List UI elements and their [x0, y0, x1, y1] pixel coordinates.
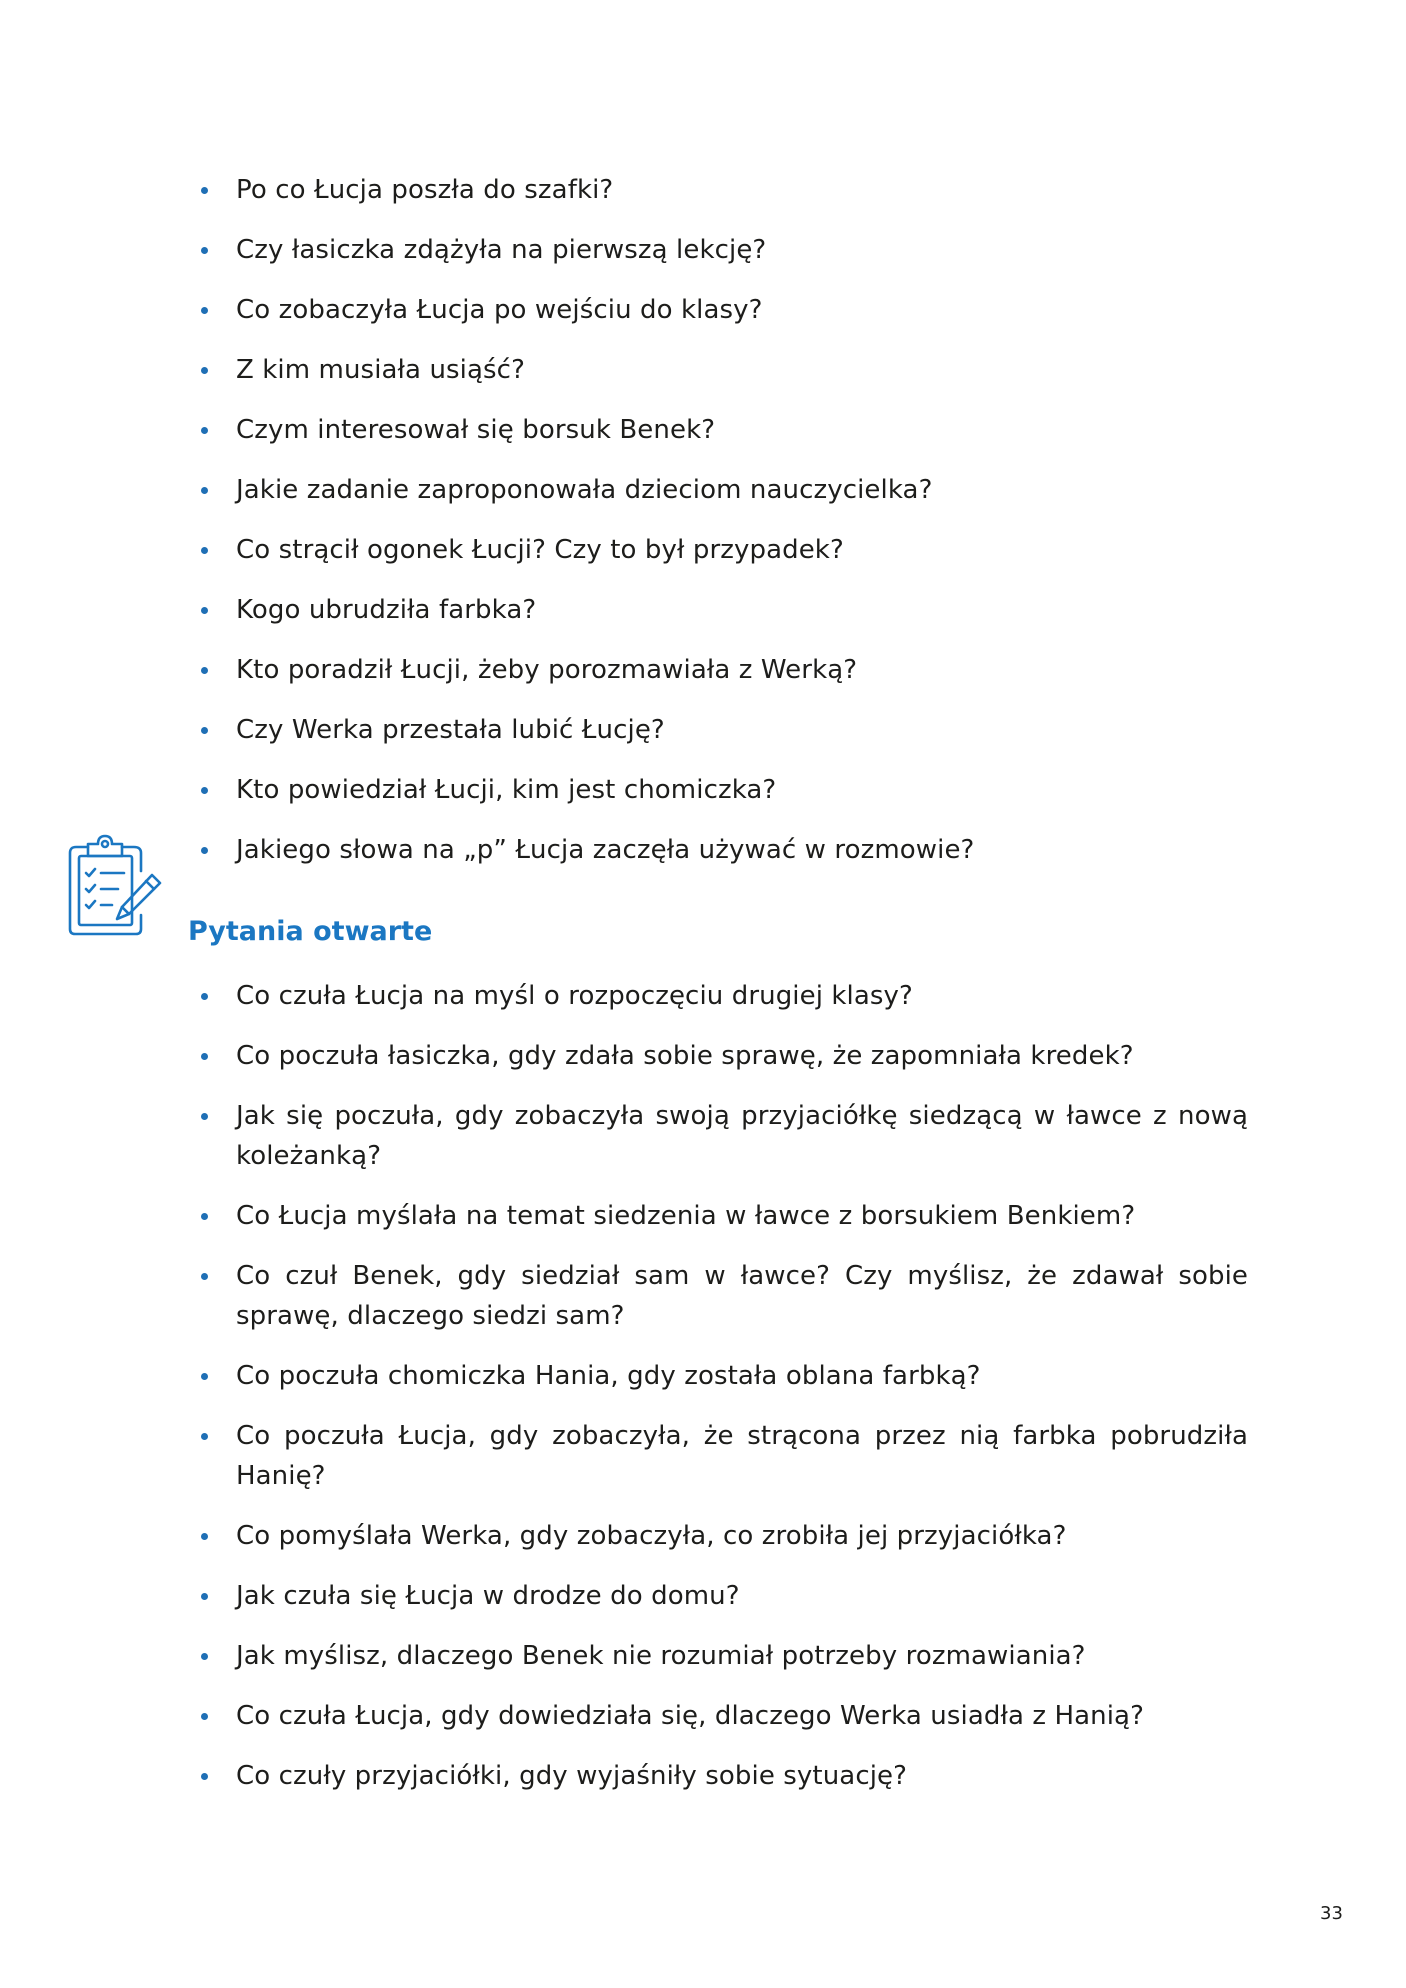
bullet-icon: [201, 1653, 208, 1660]
bullet-icon: [201, 547, 208, 554]
bullet-icon: [201, 367, 208, 374]
bullet-icon: [201, 1273, 208, 1280]
list-item: [198, 1636, 1248, 1676]
question-text: Po co Łucja poszła do szafki?: [236, 175, 614, 205]
section-heading: Pytania otwarte: [188, 916, 433, 947]
list-item: [198, 650, 1248, 690]
question-text: Co czuł Benek, gdy siedział sam w ławce? Czy myślisz, że zdawał sobie sprawę, dlaczego siedzi sam?: [236, 1261, 1248, 1331]
list-item: [198, 290, 1248, 330]
list-item: [198, 590, 1248, 630]
question-text: Co strącił ogonek Łucji? Czy to był przypadek?: [236, 535, 844, 565]
bullet-icon: [201, 1113, 208, 1120]
list-item: [198, 1416, 1248, 1496]
question-text: Co pomyślała Werka, gdy zobaczyła, co zrobiła jej przyjaciółka?: [236, 1521, 1067, 1551]
list-item: [198, 1516, 1248, 1556]
list-item: [198, 530, 1248, 570]
question-text: Co poczuła Łucja, gdy zobaczyła, że strącona przez nią farbka pobrudziła Hanię?: [236, 1421, 1248, 1491]
open-questions-list: [198, 976, 1248, 1816]
list-item: [198, 470, 1248, 510]
question-text: Jak myślisz, dlaczego Benek nie rozumiał potrzeby rozmawiania?: [236, 1641, 1086, 1671]
bullet-icon: [201, 187, 208, 194]
page-number: 33: [1320, 1903, 1343, 1924]
question-text: Jakiego słowa na „p” Łucja zaczęła używać w rozmowie?: [236, 835, 975, 865]
bullet-icon: [201, 993, 208, 1000]
closed-questions-list: [198, 170, 1248, 890]
list-item: [198, 230, 1248, 270]
bullet-icon: [201, 247, 208, 254]
bullet-icon: [201, 487, 208, 494]
question-text: Co czuły przyjaciółki, gdy wyjaśniły sobie sytuację?: [236, 1761, 908, 1791]
list-item: [198, 1256, 1248, 1336]
list-item: [198, 1096, 1248, 1176]
list-item: [198, 976, 1248, 1016]
bullet-icon: [201, 1053, 208, 1060]
question-text: Co czuła Łucja, gdy dowiedziała się, dlaczego Werka usiadła z Hanią?: [236, 1701, 1144, 1731]
bullet-icon: [201, 1773, 208, 1780]
bullet-icon: [201, 607, 208, 614]
bullet-icon: [201, 1433, 208, 1440]
list-item: [198, 1756, 1248, 1796]
list-item: [198, 830, 1248, 870]
question-text: Co czuła Łucja na myśl o rozpoczęciu drugiej klasy?: [236, 981, 913, 1011]
question-text: Kogo ubrudziła farbka?: [236, 595, 537, 625]
question-text: Czym interesował się borsuk Benek?: [236, 415, 716, 445]
list-item: [198, 770, 1248, 810]
question-text: Co poczuła chomiczka Hania, gdy została oblana farbką?: [236, 1361, 981, 1391]
bullet-icon: [201, 847, 208, 854]
question-text: Jakie zadanie zaproponowała dzieciom nauczycielka?: [236, 475, 933, 505]
bullet-icon: [201, 1373, 208, 1380]
bullet-icon: [201, 1533, 208, 1540]
list-item: [198, 1576, 1248, 1616]
bullet-icon: [201, 307, 208, 314]
question-text: Kto poradził Łucji, żeby porozmawiała z Werką?: [236, 655, 858, 685]
question-text: Czy łasiczka zdążyła na pierwszą lekcję?: [236, 235, 767, 265]
question-text: Jak się poczuła, gdy zobaczyła swoją przyjaciółkę siedzącą w ławce z nową koleżanką?: [236, 1101, 1248, 1171]
bullet-icon: [201, 787, 208, 794]
question-text: Czy Werka przestała lubić Łucję?: [236, 715, 665, 745]
bullet-icon: [201, 727, 208, 734]
list-item: [198, 710, 1248, 750]
question-text: Kto powiedział Łucji, kim jest chomiczka?: [236, 775, 777, 805]
bullet-icon: [201, 427, 208, 434]
list-item: [198, 1696, 1248, 1736]
bullet-icon: [201, 1713, 208, 1720]
clipboard-checklist-icon: [66, 833, 164, 938]
list-item: [198, 1036, 1248, 1076]
bullet-icon: [201, 667, 208, 674]
list-item: [198, 350, 1248, 390]
question-text: Jak czuła się Łucja w drodze do domu?: [236, 1581, 740, 1611]
bullet-icon: [201, 1213, 208, 1220]
list-item: [198, 170, 1248, 210]
list-item: [198, 1196, 1248, 1236]
bullet-icon: [201, 1593, 208, 1600]
list-item: [198, 1356, 1248, 1396]
question-text: Co zobaczyła Łucja po wejściu do klasy?: [236, 295, 763, 325]
question-text: Co Łucja myślała na temat siedzenia w ławce z borsukiem Benkiem?: [236, 1201, 1136, 1231]
question-text: Co poczuła łasiczka, gdy zdała sobie sprawę, że zapomniała kredek?: [236, 1041, 1134, 1071]
question-text: Z kim musiała usiąść?: [236, 355, 525, 385]
list-item: [198, 410, 1248, 450]
